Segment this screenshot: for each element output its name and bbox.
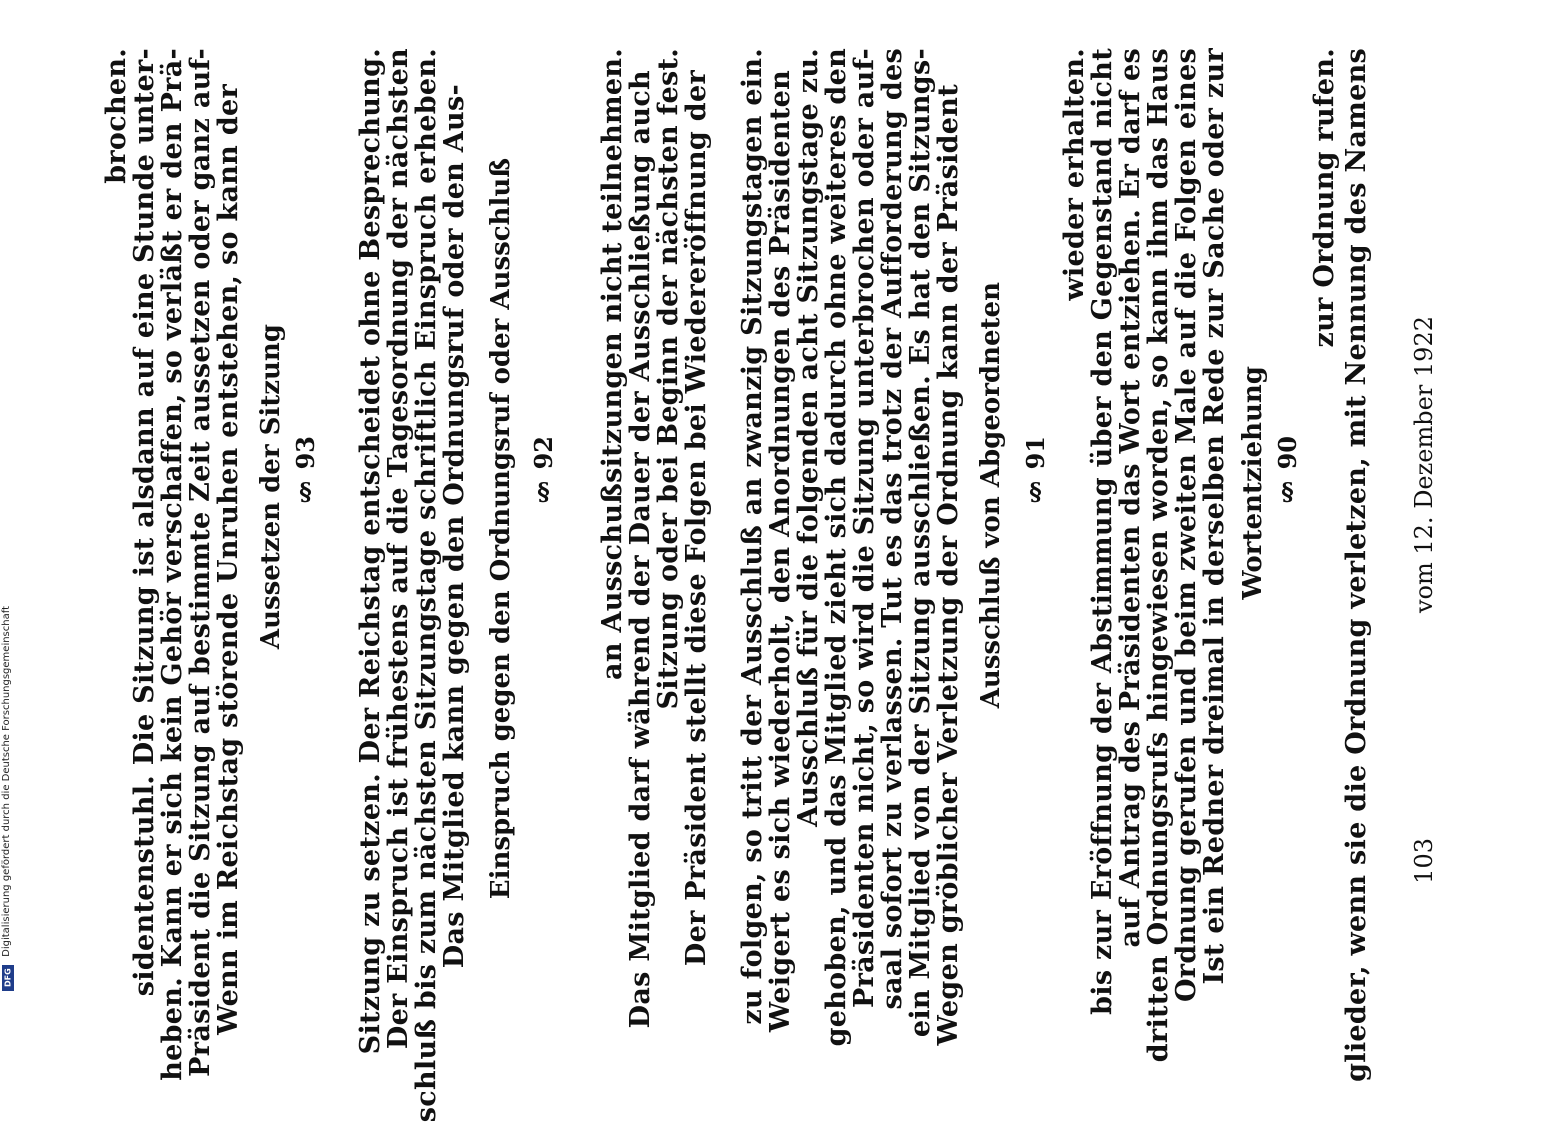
section-92-number: § 92 [529, 436, 558, 507]
section-93-line: heben. Kann er sich kein Gehör verschaffen, so verläßt er den Prä- [157, 48, 188, 1081]
section-91-line: gehoben, und das Mitglied zieht sich dadurch ohne weiteres den [821, 48, 852, 1047]
section-92-title: Einspruch gegen den Ordnungsruf oder Ausschluß [486, 158, 516, 900]
section-91-line: Wegen gröblicher Verletzung der Ordnung kann der Präsident [933, 84, 964, 1046]
section-90-line: wieder erhalten. [1059, 48, 1090, 301]
section-91-line: Präsidenten nicht, so wird die Sitzung unterbrochen oder auf- [849, 48, 880, 1009]
section-90-line: Ist ein Redner dreimal in derselben Rede zur Sache oder zur [1199, 48, 1230, 985]
section-90-line: dritten Ordnungsrufs hingewiesen worden, so kann ihm das Haus [1143, 48, 1174, 1063]
section-91-line: saal sofort zu verlassen. Tut es das trotz der Aufforderung des [877, 48, 908, 1010]
section-91-line: Das Mitglied darf während der Dauer der Ausschließung auch [625, 70, 656, 1029]
continuation-line-2: zur Ordnung rufen. [1309, 48, 1340, 348]
page-number: 103 [1410, 838, 1438, 884]
section-93-line: Wenn im Reichstag störende Unruhen entstehen, so kann der [213, 84, 244, 1035]
section-90-number: § 90 [1273, 436, 1302, 507]
section-91-line: Ausschluß für die folgenden acht Sitzungstage zu. [793, 48, 824, 827]
section-91-line: an Ausschußsitzungen nicht teilnehmen. [597, 48, 628, 680]
section-92-line: Sitzung zu setzen. Der Reichstag entscheidet ohne Besprechung. [355, 48, 386, 1055]
section-90-line: bis zur Eröffnung der Abstimmung über den Gegenstand nicht [1087, 48, 1118, 1015]
section-90-line: auf Antrag des Präsidenten das Wort entziehen. Er darf es [1115, 48, 1146, 948]
section-91-line: Der Präsident stellt diese Folgen bei Wiedereröffnung der [681, 70, 712, 967]
continuation-line-1: glieder, wenn sie die Ordnung verletzen, mit Nennung des Namens [1341, 48, 1372, 1082]
section-91-line: zu folgen, so tritt der Ausschluß an zwanzig Sitzungstagen ein. [737, 48, 768, 1025]
running-head-date: vom 12. Dezember 1922 [1410, 316, 1438, 613]
section-91-line: Weigert es sich wiederholt, den Anordnungen des Präsidenten [765, 70, 796, 1033]
section-92-line: Der Einspruch ist frühestens auf die Tagesordnung der nächsten [383, 48, 414, 1050]
section-91-line: ein Mitglied von der Sitzung ausschließen. Es hat den Sitzungs- [905, 48, 936, 1038]
section-93-title: Aussetzen der Sitzung [256, 324, 286, 650]
section-90-line: Ordnung gerufen und beim zweiten Male auf die Folgen eines [1171, 48, 1202, 1003]
section-93-line: Präsident die Sitzung auf bestimmte Zeit aussetzen oder ganz auf- [185, 48, 216, 1077]
section-93-line: sidentenstuhl. Die Sitzung ist alsdann auf eine Stunde unter- [129, 48, 160, 997]
section-90-title: Wortentziehung [1238, 366, 1268, 600]
section-91-number: § 91 [1021, 436, 1050, 507]
dfg-logo-icon: DFG [2, 965, 14, 991]
section-92-line: schluß bis zum nächsten Sitzungstage schriftlich Einspruch erheben. [411, 48, 442, 1122]
section-91-title: Ausschluß von Abgeordneten [976, 282, 1006, 709]
section-92-line: Das Mitglied kann gegen den Ordnungsruf oder den Aus- [439, 84, 470, 969]
section-93-number: § 93 [291, 436, 320, 507]
section-91-line: Sitzung oder bei Beginn der nächsten fest. [653, 48, 684, 710]
digitization-credit: Digitalisierung gefördert durch die Deutsche Forschungsgemeinschaft [1, 606, 12, 957]
section-93-line: brochen. [101, 48, 132, 184]
